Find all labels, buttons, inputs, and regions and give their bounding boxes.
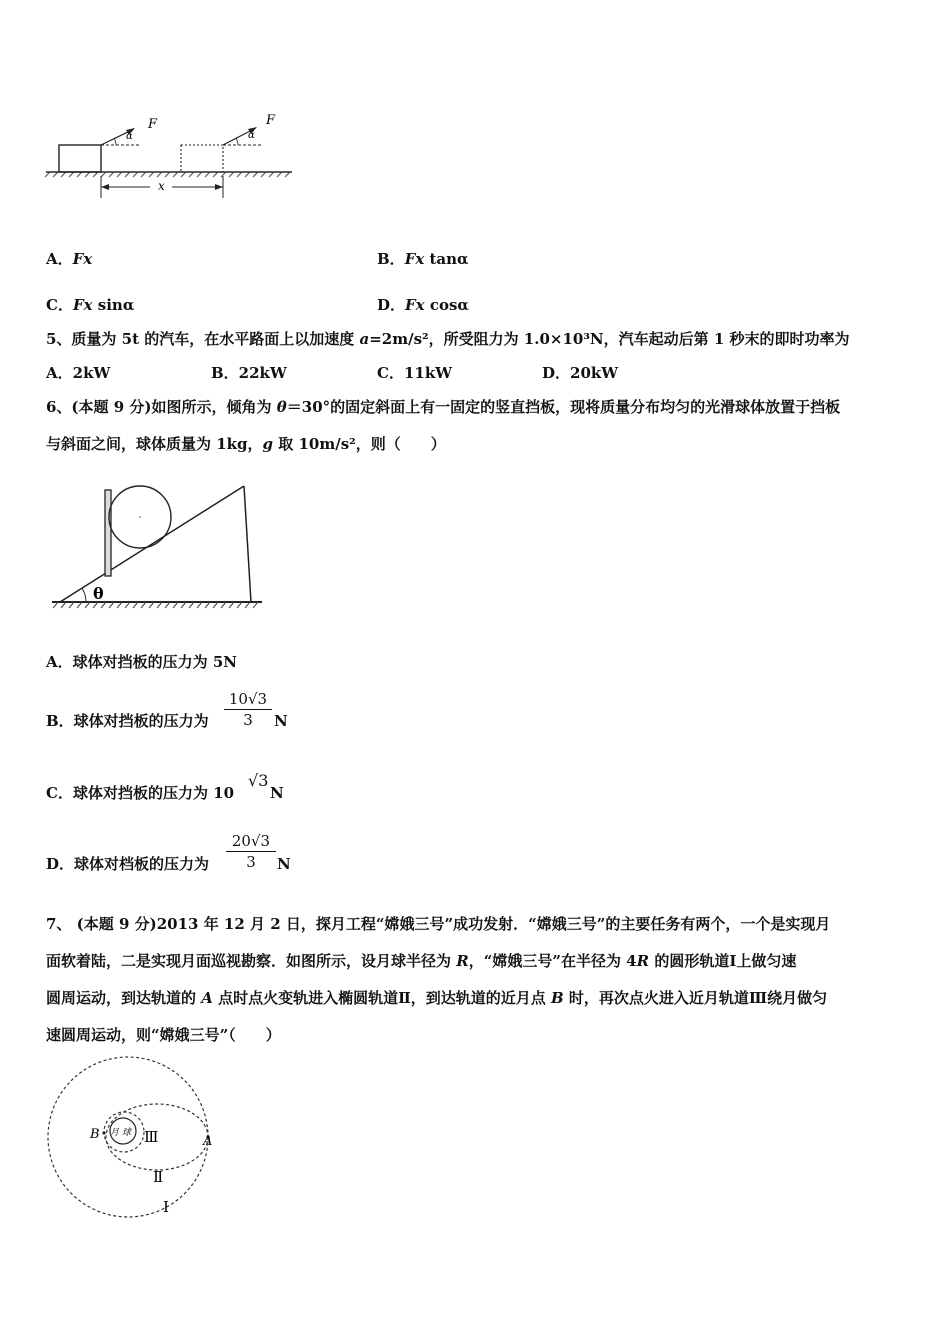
q7-fig-orbit-i-label: Ⅰ [163,1198,169,1216]
q6-fig-theta-label: θ [93,584,104,603]
q6-figure [46,470,266,615]
option-text: Fx [404,250,425,268]
fraction-numerator: 20√3 [226,832,276,852]
q6-option-b [46,710,209,732]
q6-option-d [46,853,209,875]
q5-stem-text: =2m/s²，所受阻力为 1.0×10³N，汽车起动后第 1 秒末的即时功率为 [369,330,850,348]
q6-stem-line2 [46,433,446,455]
option-text: tanα [424,250,469,268]
q7-stem-text: 面软着陆，二是实现月面巡视勘察．如图所示，设月球半径为 [46,952,457,970]
q7-stem-var: R [636,952,650,970]
q6-stem-text: 取 10m/s²，则（ ） [273,435,446,453]
q7-fig-b-label: B [90,1127,100,1142]
q4-fig-force-label: F [266,113,276,128]
q6-option-d-fraction [226,832,276,871]
q7-stem-line2 [46,950,796,972]
q6-option-d-unit: N [277,855,291,873]
q6-option-b-fraction [224,690,272,729]
q5-option-b: B．22kW [211,364,287,382]
option-prefix: C． [46,296,73,314]
q7-fig-moon-label: 月 球 [110,1128,131,1138]
q5-option-a: A．2kW [46,364,111,382]
option-prefix: D． [377,296,406,314]
q7-fig-orbit-iii-label: Ⅲ [144,1128,159,1146]
q7-stem-text: 时，再次点火进入近月轨道Ⅲ绕月做匀 [563,989,828,1007]
q4-fig-force-label: F [148,117,158,132]
option-prefix: B． [377,250,405,268]
q5-option-c: C．11kW [377,364,453,382]
q7-fig-a-label: A [203,1134,213,1149]
q6-stem-theta: θ [276,398,287,416]
q4-option-a [46,248,92,270]
q7-stem-text: 的圆形轨道Ⅰ上做匀速 [649,952,797,970]
option-text: C．球体对挡板的压力为 10 [46,784,235,802]
q6-stem-text: ＝30°的固定斜面上有一固定的竖直挡板，现将质量分布均匀的光滑球体放置于挡板 [286,398,841,416]
q6-stem-g: g [262,435,274,453]
q4-option-c [46,294,134,316]
q7-stem-line1: 7、 (本题 9 分)2013 年 12 月 2 日，探月工程“嫦娥三号”成功发射．“嫦娥三号”的主要任务有两个，一个是实现月 [46,915,831,933]
fraction-numerator: 10√3 [224,690,272,710]
q5-stem-var: a [359,330,370,348]
q6-stem-text: 与斜面之间，球体质量为 1kg， [46,435,263,453]
q7-stem-var: B [550,989,564,1007]
q7-stem-text: ，“嫦娥三号”在半径为 4 [468,952,637,970]
q7-stem-line3 [46,987,827,1009]
q4-fig-x-label: x [158,179,165,193]
option-prefix: A． [46,250,73,268]
q4-fig-alpha-label: α [248,130,255,141]
option-text: D．球体对档板的压力为 [46,855,210,873]
q7-fig-orbit-ii-label: Ⅱ [153,1168,164,1186]
q7-stem-var: A [201,989,213,1007]
q6-stem-text: 6、(本题 9 分)如图所示，倾角为 [46,398,277,416]
q5-stem [46,328,850,350]
q5-option-d: D．20kW [542,364,619,382]
q7-figure [40,1055,230,1220]
q6-option-c-root: √3 [248,771,269,790]
q4-option-d [377,294,469,316]
option-text: cosα [424,296,469,314]
q6-option-c [46,782,234,804]
q7-stem-var: R [456,952,469,970]
q4-figure [40,110,300,205]
q4-fig-alpha-label: α [126,131,133,142]
q5-stem-text: 5、质量为 5t 的汽车，在水平路面上以加速度 [46,330,360,348]
option-text: Fx [405,296,425,314]
option-text: B．球体对挡板的压力为 [46,712,209,730]
fraction-denominator: 3 [243,711,253,729]
fraction-denominator: 3 [246,853,256,871]
q6-option-a: A．球体对挡板的压力为 5N [46,653,238,671]
q6-option-b-unit: N [274,712,288,730]
q7-stem-text: 点时点火变轨进入椭圆轨道Ⅱ，到达轨道的近月点 [212,989,551,1007]
option-text: sinα [92,296,135,314]
option-text: Fx [72,296,93,314]
q6-option-c-unit: N [270,784,284,802]
q7-stem-text: 圆周运动，到达轨道的 [46,989,202,1007]
q6-stem-line1 [46,396,840,418]
q7-stem-line4: 速圆周运动，则“嫦娥三号”（ ） [46,1026,281,1044]
q4-option-b [377,248,469,270]
option-text: Fx [72,250,93,268]
